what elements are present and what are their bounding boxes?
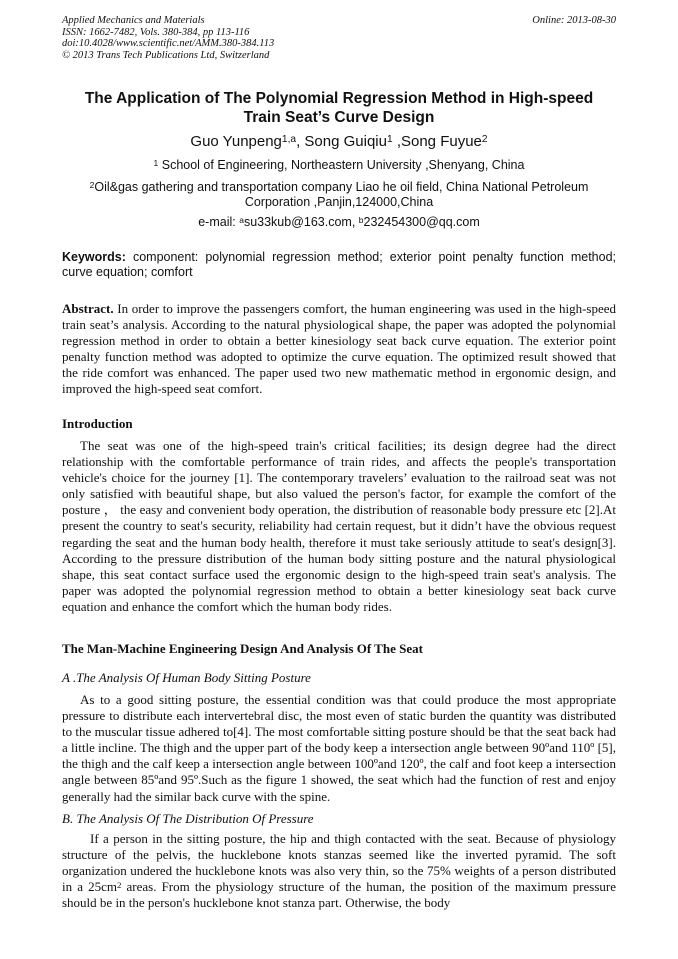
author-3-sup: 2 (481, 134, 488, 146)
title-line-1: The Application of The Polynomial Regression Method in High-speed (84, 90, 594, 107)
abstract (62, 301, 616, 398)
subsection-a-heading: A .The Analysis Of Human Body Sitting Posture (62, 670, 311, 685)
journal-name: Applied Mechanics and Materials (62, 15, 205, 26)
doi: doi:10.4028/www.scientific.net/AMM.380-384.113 (62, 38, 275, 49)
abstract-label: Abstract. (62, 301, 114, 316)
subsection-b-heading: B. The Analysis Of The Distribution Of Pressure (62, 811, 314, 826)
affiliation-1: $^1$ School of Engineering, Northeastern University ,Shenyang, China (153, 158, 525, 172)
intro-paragraph: The seat was one of the high-speed train's critical facilities; its design degree had the direct relationship with the comfortable performance of train rides, and affects the people's transportation vehicle's choice for the journey [1]. The contemporary travelers’ evaluation to the railroad seat was not only satisfied with beautiful shape, but also valued the person's factor, for example the comfort of the posture ， the easy and convenient body operation, the distribution of reasonable body pressure etc [2].At present the country to seat's security, reliability had certain request, but it didn’t have the obvious request regarding the seat and the human body health, therefore it must take seriously attitude to seat's design[3]. According to the pressure distribution of the human body sitting posture and the natural physiological shape, this seat contact surface used the ergonomic design to the high-speed train seat's analysis. The paper was adopted the polynomial regression method to obtain a better kinesiology seat back curve equation and enhance the comfort which the human body rides. (62, 438, 616, 614)
author-2-sup: 1 (386, 134, 393, 146)
abstract-text: In order to improve the passengers comfort, the human engineering was used in the high-speed train seat’s analysis. According to the natural physiological shape, the paper was adopted the polynomial regression method in order to obtain a better kinesiology seat back curve equation. The exterior point penalty function method was adopted to optimize the curve equation. The optimized result showed that the ride comfort was enhanced. The paper used two new mathematic method in ergonomic design, and improved the high-speed seat comfort. (62, 301, 616, 397)
copyright: © 2013 Trans Tech Publications Ltd, Switzerland (62, 49, 270, 61)
keywords: Keywords: component: polynomial regression method; exterior point penalty function method; curve equation; comfort (62, 250, 616, 279)
title-line-2: Train Seat’s Curve Design (243, 109, 435, 126)
email-line: e-mail: $^a$su33kub@163.com, $^b$232454300@qq.com (198, 215, 480, 229)
intro-heading: Introduction (62, 416, 133, 431)
author-list (62, 133, 616, 150)
email-a[interactable]: su33kub@163.com, (243, 215, 359, 229)
author-1-sup: 1,a (281, 134, 297, 146)
paper-title (62, 89, 616, 127)
section-2-heading: The Man-Machine Engineering Design And Analysis Of The Seat (62, 641, 423, 656)
affiliation-2: $^2$Oil&gas gathering and transportation company Liao he oil field, China National Petroleum Corporation ,Panjin,124000,China (89, 180, 589, 209)
author-2: , Song Guiqiu (296, 133, 387, 150)
journal-header (62, 15, 616, 61)
issn: ISSN: 1662-7482, Vols. 380-384, pp 113-116 (62, 26, 250, 38)
subsection-a-paragraph: As to a good sitting posture, the essential condition was that could produce the most appropriate pressure to distribute each intervertebral disc, the most even of static burden the quantity was distributed to the muscular tissue adhered to[4]. The most comfortable sitting posture should be that the seat back had a little incline. The thigh and the upper part of the body keep a intersection angle between 90ºand 110º [5], the thigh and the calf keep a intersection angle between 100ºand 120º, the calf and foot keep a intersection angle between 85ºand 95º.Such as the figure 1 showed, the seat which had the function of rest and enjoy generally had the similar back curve with the spine. (62, 692, 616, 804)
email-b[interactable]: 232454300@qq.com (363, 215, 480, 229)
subsection-b-paragraph: If a person in the sitting posture, the hip and thigh contacted with the seat. Because of physiology structure of the pelvis, the hucklebone knots stanzas seemed like the inverted pyramid. The soft organization undered the hucklebone knots was also very thin, so the 75% weights of a person distributed in a $25cm^2$ areas. From the physiology structure of the human, the position of the maximum pressure should be in the person's hucklebone knot stanza part. Otherwise, the body (62, 831, 616, 911)
author-1: Guo Yunpeng (190, 133, 282, 150)
author-3: ,Song Fuyue (392, 133, 482, 150)
online-date: Online: 2013-08-30 (532, 15, 616, 26)
keywords-label: Keywords: (62, 250, 126, 264)
